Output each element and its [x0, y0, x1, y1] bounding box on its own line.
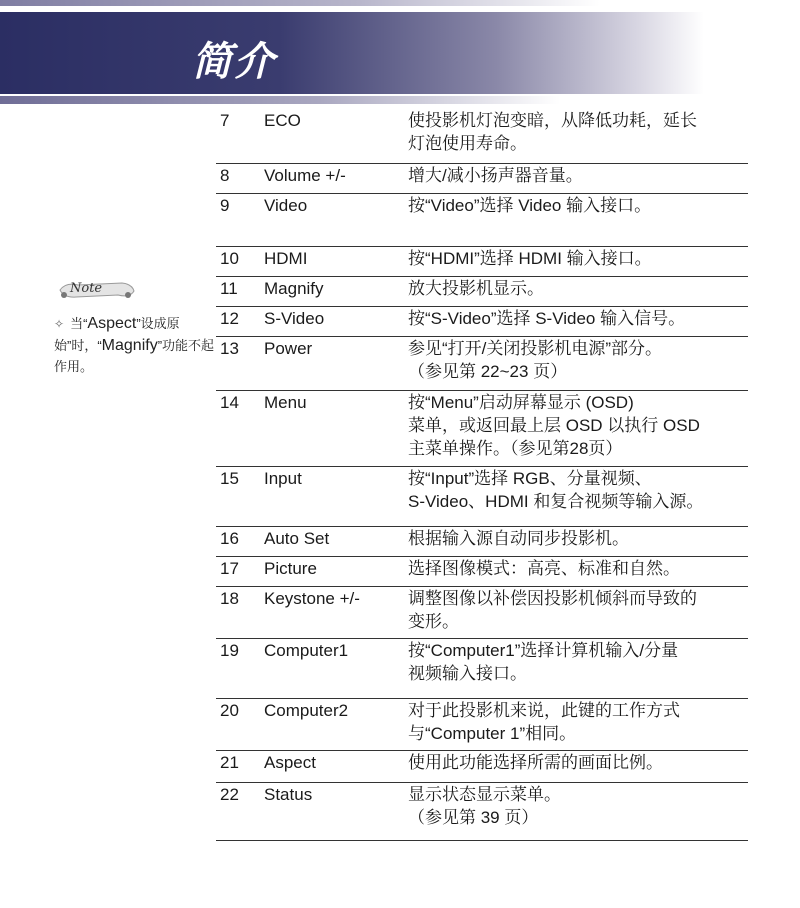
description-line: 根据输入源自动同步投影机。 [408, 528, 629, 548]
row-number: 12 [216, 306, 264, 336]
note-aspect: Aspect [87, 315, 137, 332]
row-number: 10 [216, 246, 264, 276]
description-line: 变形。 [408, 611, 459, 631]
table-row [216, 466, 748, 526]
row-number: 21 [216, 750, 264, 782]
table-row [216, 306, 748, 336]
description-line: 与“Computer 1”相同。 [408, 723, 577, 743]
row-description [408, 638, 748, 698]
table-row [216, 750, 748, 782]
table-row [216, 586, 748, 638]
note-suffix: ”功能不起作用。 [54, 338, 215, 374]
row-key-name: Aspect [264, 750, 408, 782]
row-key-name: Keystone +/- [264, 586, 408, 638]
row-description [408, 306, 748, 336]
note-magnify: Magnify [101, 337, 158, 354]
row-number: 16 [216, 526, 264, 556]
row-key-name: Volume +/- [264, 163, 408, 193]
description-line: 参见“打开/关闭投影机电源”部分。 [408, 338, 663, 358]
description-line: S-Video、HDMI 和复合视频等输入源。 [408, 491, 704, 511]
row-key-name: Video [264, 193, 408, 246]
description-line: 视频输入接口。 [408, 663, 527, 683]
description-line: （参见第 39 页） [408, 807, 539, 827]
row-number: 9 [216, 193, 264, 246]
row-key-name: Auto Set [264, 526, 408, 556]
row-key-name: Magnify [264, 276, 408, 306]
description-line: 放大投影机显示。 [408, 278, 544, 298]
description-line: 显示状态显示菜单。 [408, 784, 561, 804]
row-description [408, 193, 748, 246]
row-key-name: Status [264, 782, 408, 840]
description-line: 使用此功能选择所需的画面比例。 [408, 752, 663, 772]
table-row [216, 163, 748, 193]
row-description [408, 163, 748, 193]
row-key-name: S-Video [264, 306, 408, 336]
table-row [216, 638, 748, 698]
row-key-name: Menu [264, 390, 408, 466]
key-table [216, 109, 748, 841]
description-line: 使投影机灯泡变暗，从降低功耗，延长 [408, 111, 697, 130]
table-row [216, 193, 748, 246]
table-row [216, 246, 748, 276]
description-line: 主菜单操作。（参见第28页） [408, 438, 623, 458]
description-line: 选择图像模式：高亮、标准和自然。 [408, 558, 680, 578]
description-line: 按“Video”选择 Video 输入接口。 [408, 195, 652, 215]
row-description [408, 782, 748, 840]
row-key-name: Power [264, 336, 408, 390]
row-key-name: Input [264, 466, 408, 526]
row-description [408, 750, 748, 782]
row-description [408, 698, 748, 750]
note-prefix: 当“ [70, 316, 88, 331]
row-description [408, 336, 748, 390]
row-description [408, 586, 748, 638]
note-mid: ”设成原始”时，“ [54, 316, 180, 353]
description-line: 增大/减小扬声器音量。 [408, 165, 583, 185]
row-description [408, 390, 748, 466]
row-number: 8 [216, 163, 264, 193]
row-description [408, 526, 748, 556]
row-number: 13 [216, 336, 264, 390]
description-line: 灯泡使用寿命。 [408, 134, 527, 153]
table-row [216, 782, 748, 840]
table-row [216, 336, 748, 390]
description-line: 按“S-Video”选择 S-Video 输入信号。 [408, 308, 686, 328]
page-title: 简介 [192, 39, 276, 85]
row-number: 11 [216, 276, 264, 306]
table-row [216, 526, 748, 556]
description-line: （参见第 22~23 页） [408, 361, 568, 381]
row-description [408, 246, 748, 276]
header-bottom-strip [0, 96, 800, 104]
row-number: 20 [216, 698, 264, 750]
description-line: 按“Menu”启动屏幕显示 (OSD) [408, 392, 634, 412]
description-line: 菜单，或返回最上层 OSD 以执行 OSD [408, 415, 700, 435]
table-row [216, 556, 748, 586]
row-key-name: Computer1 [264, 638, 408, 698]
row-description [408, 556, 748, 586]
row-description [408, 466, 748, 526]
table-row [216, 390, 748, 466]
note-badge-label: Note [70, 281, 103, 296]
note-badge-icon [56, 276, 136, 302]
description-line: 调整图像以补偿因投影机倾斜而导致的 [408, 588, 697, 608]
row-key-name: Picture [264, 556, 408, 586]
row-number: 22 [216, 782, 264, 840]
row-description [408, 109, 748, 163]
row-key-name: ECO [264, 109, 408, 163]
description-line: 对于此投影机来说，此键的工作方式 [408, 700, 680, 720]
row-number: 15 [216, 466, 264, 526]
description-line: 按“HDMI”选择 HDMI 输入接口。 [408, 248, 652, 268]
note-bullet-icon: ✧ [54, 317, 65, 331]
row-number: 14 [216, 390, 264, 466]
header-top-strip [0, 0, 800, 6]
row-number: 7 [216, 109, 264, 163]
table-row [216, 276, 748, 306]
note-text [54, 313, 216, 377]
row-number: 19 [216, 638, 264, 698]
row-key-name: HDMI [264, 246, 408, 276]
table-row [216, 109, 748, 163]
table-row [216, 698, 748, 750]
row-key-name: Computer2 [264, 698, 408, 750]
header-banner [0, 12, 800, 94]
row-number: 17 [216, 556, 264, 586]
description-line: 按“Computer1”选择计算机输入/分量 [408, 640, 679, 660]
row-description [408, 276, 748, 306]
description-line: 按“Input”选择 RGB、分量视频、 [408, 468, 652, 488]
row-number: 18 [216, 586, 264, 638]
